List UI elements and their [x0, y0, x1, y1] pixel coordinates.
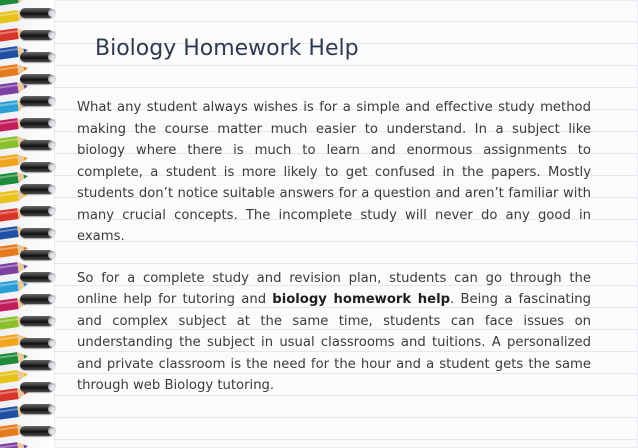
binding-ring	[20, 228, 54, 238]
binding-ring	[20, 426, 54, 436]
binding-ring	[20, 52, 54, 62]
ring-hole	[48, 53, 56, 61]
binding-ring	[20, 8, 54, 18]
paragraph-2-text-start: So for a complete study and revision plan, students can go through the online help for tutoring and	[77, 270, 591, 307]
paragraph-2	[77, 268, 591, 397]
binding-ring	[20, 382, 54, 392]
ring-hole	[48, 361, 56, 369]
ring-hole	[48, 141, 56, 149]
ring-hole	[48, 9, 56, 17]
ring-hole	[48, 185, 56, 193]
binding-ring	[20, 294, 54, 304]
binding-ring	[20, 206, 54, 216]
ring-hole	[48, 229, 56, 237]
ring-hole	[48, 339, 56, 347]
pencil	[0, 441, 29, 448]
binding-ring	[20, 338, 54, 348]
binding-ring	[20, 118, 54, 128]
binding-ring	[20, 74, 54, 84]
ring-hole	[48, 317, 56, 325]
paragraph-1: What any student always wishes is for a simple and effective study method making the course matter much easier to understand. In a subject like biology where there is much to learn and enormous assignments to complete, a student is more likely to get confused in the papers. Mostly students don’t notice suitable answers for a question and aren’t familiar with many crucial concepts. The incomplete study will never do any good in exams.	[77, 100, 591, 244]
binding-ring	[20, 250, 54, 260]
ring-hole	[48, 295, 56, 303]
binding-ring	[20, 404, 54, 414]
binding-ring	[20, 30, 54, 40]
ring-hole	[48, 251, 56, 259]
biology-homework-help-link[interactable]: biology homework help	[272, 292, 451, 307]
ring-hole	[48, 75, 56, 83]
binding-ring	[20, 316, 54, 326]
ring-hole	[48, 119, 56, 127]
body-text	[77, 97, 591, 417]
binding-ring	[20, 162, 54, 172]
ring-hole	[48, 31, 56, 39]
ring-hole	[48, 405, 56, 413]
ring-hole	[48, 207, 56, 215]
notebook-spine	[0, 0, 54, 448]
page-title: Biology Homework Help	[95, 36, 359, 61]
binding-ring	[20, 360, 54, 370]
paragraph-2-text-end: . Being a fascinating and complex subject at the same time, students can face issues on understanding the subject in usual classrooms and tuitions. A personalized and private classroom is the need for the hour and a student gets the same through web Biology tutoring.	[77, 292, 591, 393]
ring-hole	[48, 273, 56, 281]
binding-ring	[20, 272, 54, 282]
binding-ring	[20, 96, 54, 106]
ring-hole	[48, 427, 56, 435]
colored-pencils-decoration	[0, 0, 30, 448]
ring-hole	[48, 97, 56, 105]
ring-hole	[48, 383, 56, 391]
binding-ring	[20, 184, 54, 194]
binding-ring	[20, 140, 54, 150]
ring-hole	[48, 163, 56, 171]
